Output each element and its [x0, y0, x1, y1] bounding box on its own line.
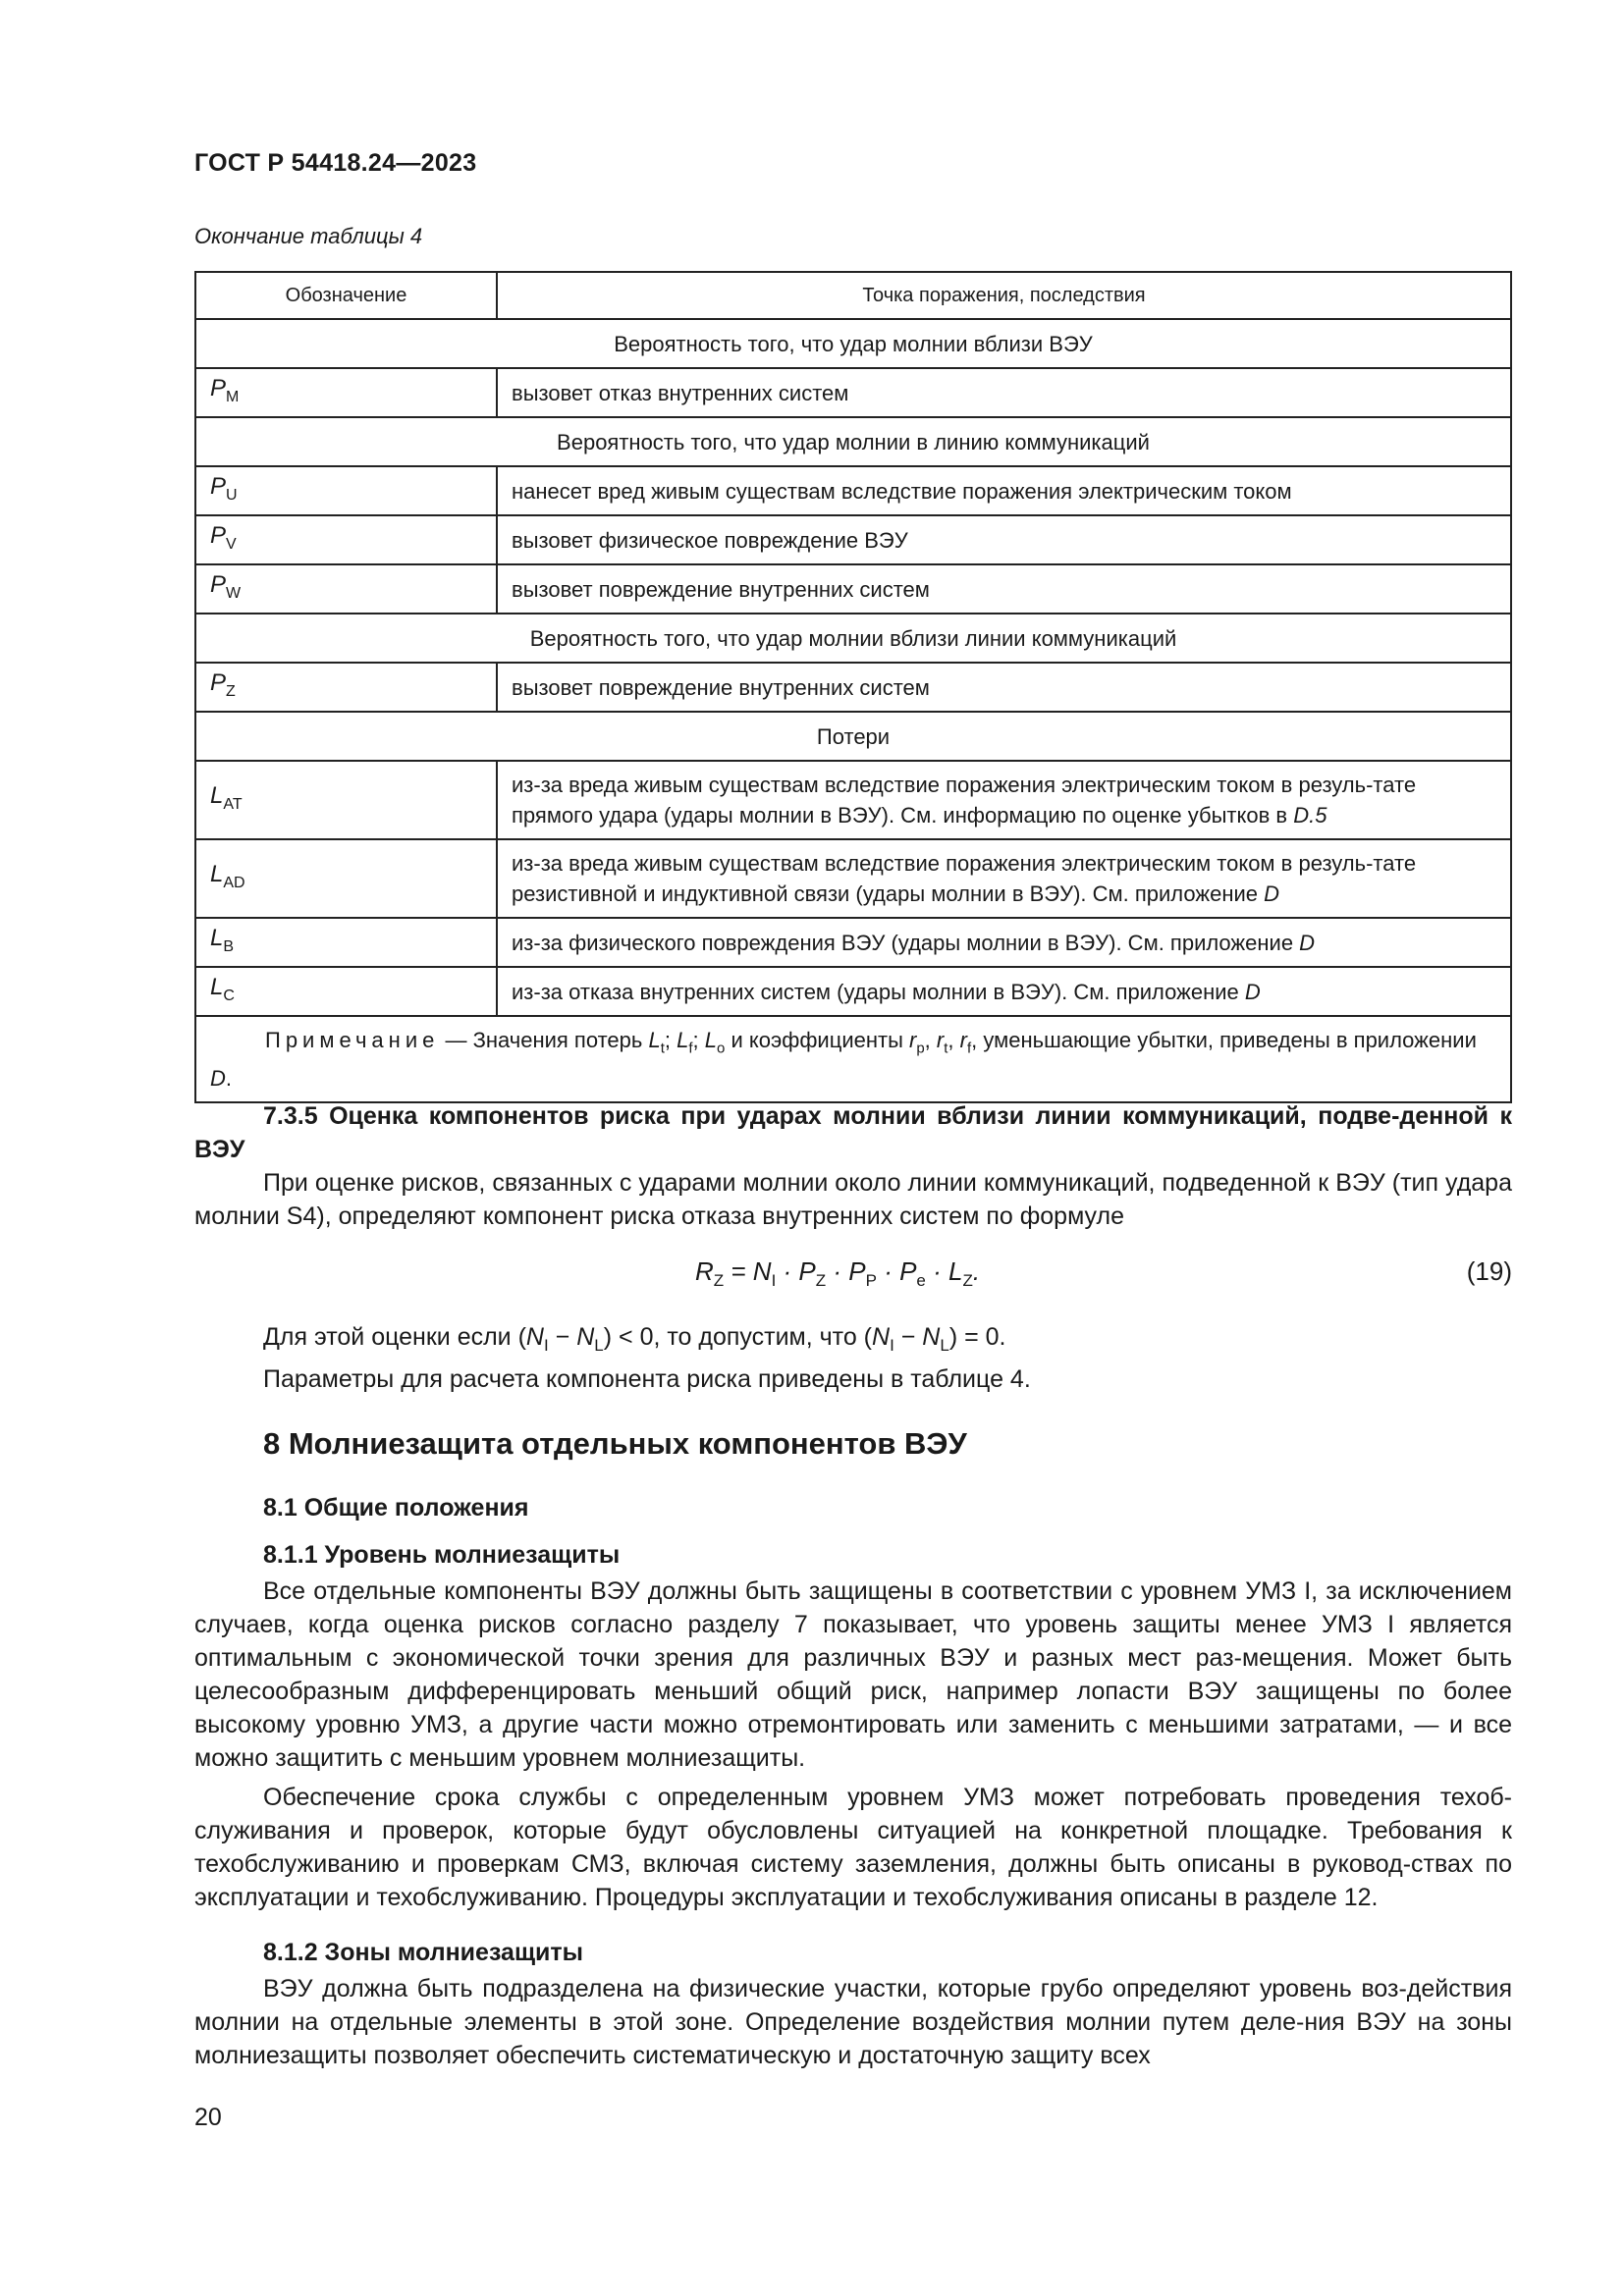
description-cell: из-за вреда живым существам вследствие поражения электрическим током в резуль-тате прямого удара (удары молнии в ВЭУ). См. информацию по оценке убытков в D.5 [497, 761, 1511, 839]
paragraph: Обеспечение срока службы с определенным уровнем УМЗ может потребовать проведения техоб-служивания и проверок, которые будут обусловлены ситуацией на конкретной площадке. Требования к техобслуживанию и проверкам СМЗ, включая систему заземления, должны быть описаны в руковод-ствах по эксплуатации и техобслуживанию. Процедуры эксплуатации и техобслуживания описаны в разделе 12. [194, 1784, 1512, 1911]
formula-expression: $R_Z = N_I \cdot P_Z \cdot P_P \cdot P_e \cdot L_Z$. [695, 1256, 981, 1291]
col-header-consequence: Точка поражения, последствия [497, 272, 1511, 319]
description-cell: вызовет повреждение внутренних систем [497, 663, 1511, 712]
section-8-1-2-title: 8.1.2 Зоны молниезащиты [263, 1939, 584, 1966]
table-row [195, 918, 1511, 967]
table-row [195, 839, 1511, 918]
params-line: Параметры для расчета компонента риска приведены в таблице 4. [263, 1365, 1031, 1393]
table-row [195, 564, 1511, 614]
description-cell: из-за отказа внутренних систем (удары молнии в ВЭУ). См. приложение D [497, 967, 1511, 1016]
symbol-cell: $L_{AT}$ [195, 761, 497, 839]
paragraph: Все отдельные компоненты ВЭУ должны быть защищены в соответствии с уровнем УМЗ I, за исключением случаев, когда оценка рисков согласно разделу 7 показывает, что уровень защиты менее УМЗ I является оптимальным с экономической точки зрения для различных ВЭУ и разных мест раз-мещения. Может быть целесообразным дифференцировать меньший общий риск, например лопасти ВЭУ защищены по более высокому уровню УМЗ, а другие части можно отремонтировать или заменить с меньшими затратами, — и все можно защитить с меньшим уровнем молниезащиты. [194, 1577, 1512, 1772]
group-label: Вероятность того, что удар молнии вблизи линии коммуникаций [195, 614, 1511, 663]
formula-number: (19) [1466, 1256, 1512, 1286]
group-label: Вероятность того, что удар молнии в линию коммуникаций [195, 417, 1511, 466]
description-cell: вызовет отказ внутренних систем [497, 368, 1511, 417]
table-row [195, 967, 1511, 1016]
condition-line: Для этой оценки если $(N_I - N_L) < 0$, то допустим, что $(N_I - N_L) = 0$. [263, 1323, 1006, 1355]
description-cell: из-за физического повреждения ВЭУ (удары молнии в ВЭУ). См. приложение D [497, 918, 1511, 967]
section-8-1-1-body [194, 1575, 1512, 1914]
symbol-cell: $P_Z$ [195, 663, 497, 712]
section-8-1-1-title: 8.1.1 Уровень молниезащиты [263, 1541, 621, 1569]
table-caption: Окончание таблицы 4 [194, 224, 423, 248]
symbol-cell: $P_V$ [195, 515, 497, 564]
table-row [195, 761, 1511, 839]
description-cell: нанесет вред живым существам вследствие поражения электрическим током [497, 466, 1511, 515]
document-header: ГОСТ Р 54418.24—2023 [194, 149, 477, 177]
description-cell: из-за вреда живым существам вследствие поражения электрическим током в резуль-тате резистивной и индуктивной связи (удары молнии в ВЭУ). См. приложение D [497, 839, 1511, 918]
symbol-cell: $P_U$ [195, 466, 497, 515]
group-label: Потери [195, 712, 1511, 761]
table-4 [194, 271, 1512, 1103]
symbol-cell: $L_C$ [195, 967, 497, 1016]
page-number: 20 [194, 2104, 222, 2131]
description-cell: вызовет повреждение внутренних систем [497, 564, 1511, 614]
table-group-row [195, 417, 1511, 466]
table-group-row [195, 614, 1511, 663]
table-group-row [195, 319, 1511, 368]
table-row [195, 515, 1511, 564]
symbol-cell: $L_{AD}$ [195, 839, 497, 918]
paragraph: ВЭУ должна быть подразделена на физические участки, которые грубо определяют уровень воз-действия молнии на отдельные элементы в этой зоне. Определение воздействия молнии путем деле-ния ВЭУ на зоны молниезащиты позволяет обеспечить систематическую и достаточную защиту всех [194, 1975, 1512, 2069]
section-8-title: 8 Молниезащита отдельных компонентов ВЭУ [263, 1426, 967, 1461]
section-7-3-5-title: 7.3.5 Оценка компонентов риска при ударах молнии вблизи линии коммуникаций, подве-денной к ВЭУ [194, 1102, 1512, 1163]
table-row [195, 663, 1511, 712]
table-row [195, 466, 1511, 515]
table-note: Примечание — Значения потерь $L_t$; $L_f$; $L_o$ и коэффициенты $r_p$, $r_t$, $r_f$, уменьшающие убытки, приведены в приложении D. [195, 1016, 1511, 1102]
symbol-cell: $L_B$ [195, 918, 497, 967]
section-8-1-title: 8.1 Общие положения [263, 1494, 529, 1522]
symbol-cell: $P_W$ [195, 564, 497, 614]
table-group-row [195, 712, 1511, 761]
table-header-row [195, 272, 1511, 319]
section-7-3-5-condition [194, 1320, 1512, 1396]
table-note-row [195, 1016, 1511, 1102]
col-header-designation: Обозначение [195, 272, 497, 319]
section-7-3-5-paragraph: При оценке рисков, связанных с ударами молнии около линии коммуникаций, подведенной к ВЭУ (тип удара молнии S4), определяют компонент риска отказа внутренних систем по формуле [194, 1169, 1512, 1230]
table-row [195, 368, 1511, 417]
formula-19 [194, 1256, 1512, 1296]
symbol-cell: $P_M$ [195, 368, 497, 417]
section-8-1-2-body [194, 1972, 1512, 2072]
description-cell: вызовет физическое повреждение ВЭУ [497, 515, 1511, 564]
group-label: Вероятность того, что удар молнии вблизи ВЭУ [195, 319, 1511, 368]
